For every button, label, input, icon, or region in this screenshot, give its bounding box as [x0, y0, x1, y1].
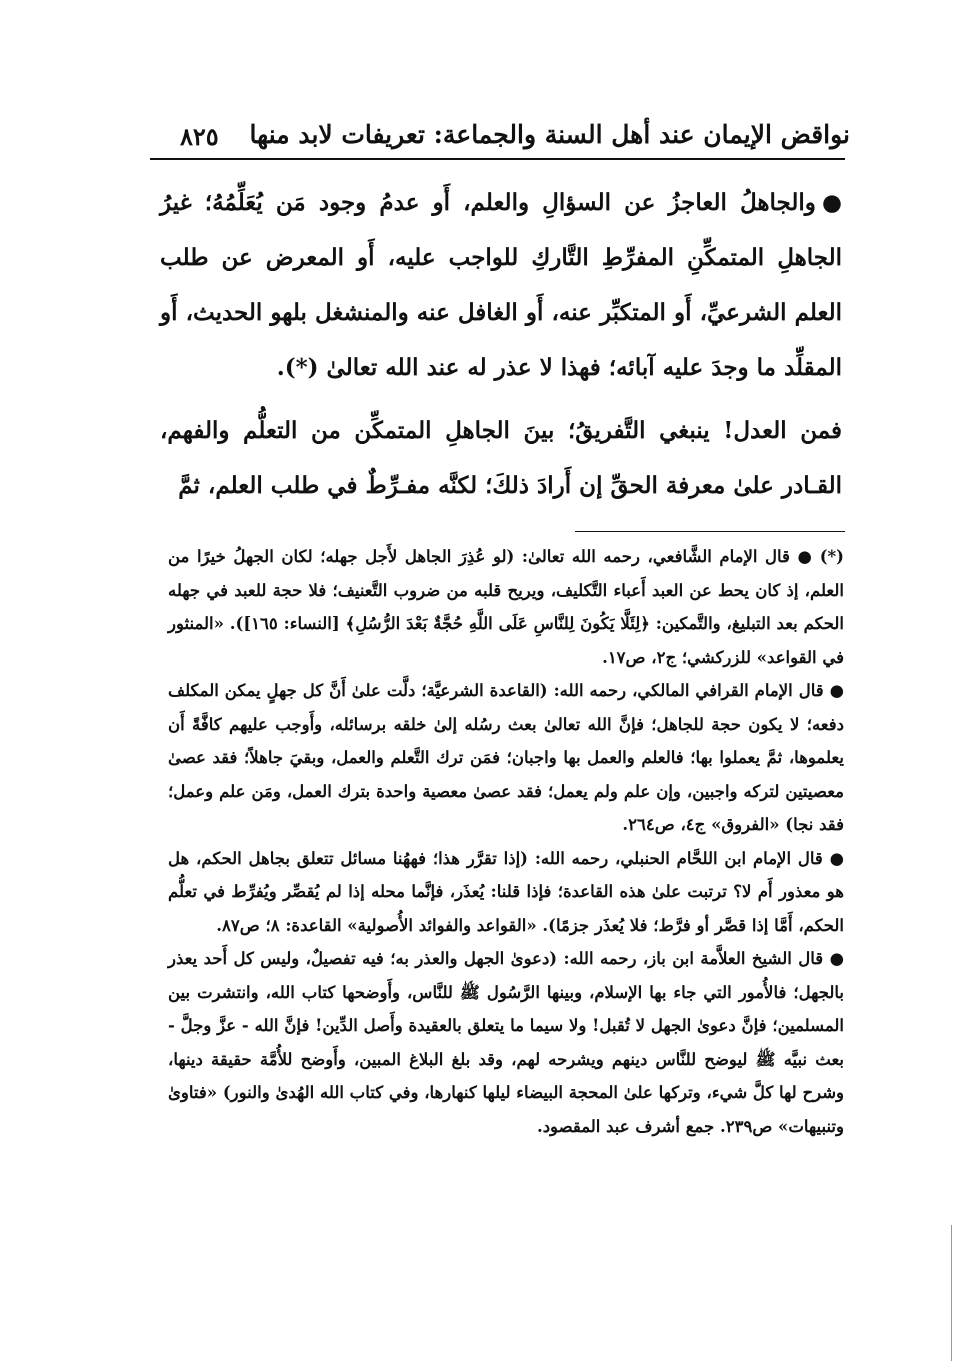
footnote-2: ● قال الإمام القرافي المالكي، رحمه الله: (القاعدة الشرعيَّة؛ دلَّت علىٰ أَنَّ كل جهلٍ يمكن المكلف دفعه؛ لا يكون حجة للجاهل؛ فإنَّ الله تعالىٰ بعث رسُله إلىٰ خلقه برسائله، وأَوجب عليهم كافَّةً أَن يعلموها، ثمَّ يعملوا بها؛ فالعلم والعمل بها واجبان؛ فمَن ترك التَّعلم والعمل، وبقيَ جاهلاً؛ فقد عصىٰ معصيتين لتركه واجبين، وإن علم ولم يعمل؛ فقد عصىٰ معصية واحدة بترك العمل، ومَن علم وعمل؛ فقد نجا) «الفروق» ج٤، ص٢٦٤.	[168, 681, 844, 834]
scan-edge-line	[951, 1225, 952, 1361]
footnote-4: ● قال الشيخ العلاَّمة ابن باز، رحمه الله: (دعوىٰ الجهل والعذر به؛ فيه تفصيلٌ، وليس كل أَحد يعذر بالجهل؛ فالأُمور التي جاء بها الإسلام، وبينها الرَّسُول ﷺ للنَّاس، وأَوضحها كتاب الله، وانتشرت بين المسلمين؛ فإنَّ دعوىٰ الجهل لا تُقبل! ولا سيما ما يتعلق بالعقيدة وأَصل الدِّين! فإنَّ الله - عزَّ وجلَّ - بعث نبيَّه ﷺ ليوضح للنَّاس دينهم ويشرحه لهم، وقد بلغ البلاغ المبين، وأَوضح للأُمَّة حقيقة دينها، وشرح لها كلَّ شيء، وتركها علىٰ المحجة البيضاء ليلها كنهارها، وفي كتاب الله الهُدىٰ والنور) «فتاوىٰ وتنبيهات» ص٢٣٩. جمع أشرف عبد المقصود.	[168, 949, 844, 1136]
footnote-1	[168, 540, 844, 674]
header-rule	[150, 158, 845, 160]
main-paragraph-2: فمن العدل! ينبغي التَّفريقُ؛ بينَ الجاهلِ المتمكِّن من التعلُّم والفهم، القـادر علىٰ معرفة الحقِّ إن أَرادَ ذلكَ؛ لكنَّه مفـرِّطٌ في طلب العلم، ثمَّ	[160, 417, 842, 499]
page-number: ٨٢٥	[180, 122, 219, 151]
footnote-3: ● قال الإمام ابن اللحَّام الحنبلي، رحمه الله: (إذا تقرَّر هذا؛ فههُنا مسائل تتعلق بجاهل الحكم، هل هو معذور أَم لا؟ ترتبت علىٰ هذه القاعدة؛ فإذا قلنا: يُعذَر، فإنَّما محله إذا لم يُقصِّر ويُفرِّط في تعلُّم الحكم، أَمَّا إذا قصَّر أو فرَّط؛ فلا يُعذَر جزمًا). «القواعد والفوائد الأُصولية» القاعدة: ٨؛ ص٨٧.	[168, 848, 844, 935]
main-paragraph-1	[160, 175, 842, 395]
footnote-1-text: ● قال الإمام الشَّافعي، رحمه الله تعالىٰ: (لو عُذِرَ الجاهل لأَجل جهله؛ لكان الجهلُ خيرًا من العلم، إذ كان يحط عن العبد أَعباء التَّكليف، ويريح قلبه من ضروب التَّعنيف؛ فلا حجة للعبد في جهله الحكم بعد التبليغ، والتَّمكين: ﴿لِئَلَّا يَكُونَ لِلنَّاسِ عَلَى اللَّهِ حُجَّةٌ بَعْدَ الرُّسُلِ﴾ [النساء: ١٦٥]). «المنثور في القواعد» للزركشي؛ ج٢، ص١٧.	[168, 547, 845, 667]
footnote-rule	[575, 531, 845, 532]
main-text	[160, 175, 842, 513]
main-paragraph-1-text: والجاهلُ العاجزُ عن السؤالِ والعلم، أَو عدمُ وجود مَن يُعَلِّمُهُ؛ غيرُ الجاهلِ المتمكِّنِ المفرِّطِ التَّاركِ للواجب عليه، أَو المعرض عن طلب العلم الشرعيِّ، أَو المتكبِّر عنه، أَو الغافل عنه والمنشغل بلهو الحديث، أَو المقلِّد ما وجدَ عليه آبائه؛ فهذا لا عذر له عند الله تعالىٰ (*).	[160, 189, 842, 381]
bullet-icon: ●	[821, 189, 842, 216]
footnotes	[168, 540, 844, 1143]
running-header-title: نواقض الإيمان عند أهل السنة والجماعة: تعريفات لابد منها	[249, 120, 850, 149]
footnote-marker: (*)	[819, 547, 844, 566]
running-header	[150, 118, 850, 154]
